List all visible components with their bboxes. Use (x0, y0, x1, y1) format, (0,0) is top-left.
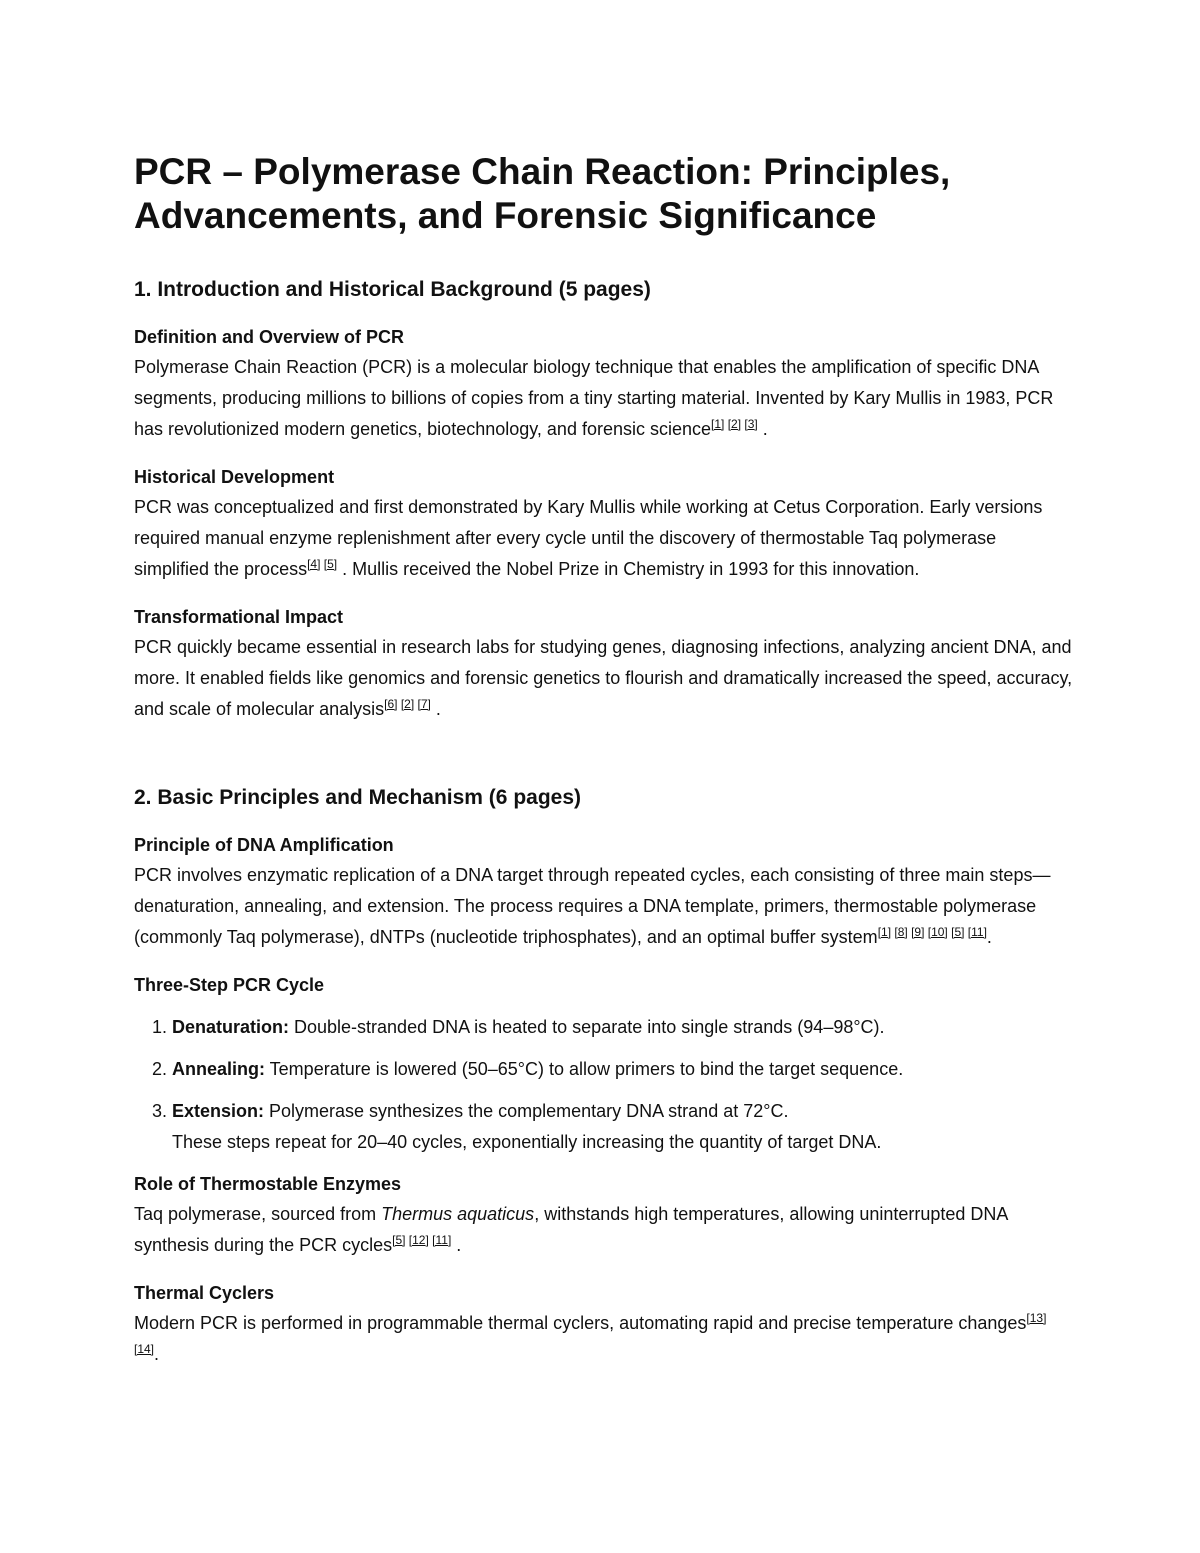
enzymes-paragraph (134, 1199, 1074, 1261)
citation-link[interactable]: [8] (894, 925, 908, 939)
cycle-heading: Three-Step PCR Cycle (134, 975, 325, 995)
cycle-note: These steps repeat for 20–40 cycles, exponentially increasing the quantity of target DNA. (172, 1132, 882, 1152)
section-1-heading: 1. Introduction and Historical Background (5 pages) (134, 278, 651, 301)
cyclers-heading: Thermal Cyclers (134, 1283, 275, 1303)
sentence-end: . (435, 699, 441, 719)
list-item (172, 1012, 1074, 1043)
enzymes-heading: Role of Thermostable Enzymes (134, 1174, 402, 1194)
sentence-end: . (986, 927, 992, 947)
citation-link[interactable]: [3] (744, 417, 758, 431)
step-text: Temperature is lowered (50–65°C) to allow primers to bind the target sequence. (265, 1059, 904, 1079)
citation-link[interactable]: [5] (951, 925, 965, 939)
section-2-heading: 2. Basic Principles and Mechanism (6 pages) (134, 786, 581, 809)
enzymes-text: Taq polymerase, sourced from (134, 1204, 382, 1224)
cyclers-text: Modern PCR is performed in programmable thermal cyclers, automating rapid and precise temperature changes (134, 1313, 1027, 1333)
citation-link[interactable]: [2] (400, 697, 415, 711)
impact-text: PCR quickly became essential in research labs for studying genes, diagnosing infections, analyzing ancient DNA, and more. It enabled fields like genomics and forensic genetics to flourish and dramatically increased the speed, accuracy, and scale of molecular analysis (134, 637, 1073, 719)
history-heading: Historical Development (134, 467, 335, 487)
citation-group (307, 557, 337, 571)
history-paragraph (134, 492, 1074, 585)
step-label: Annealing: (172, 1059, 265, 1079)
species-name: Thermus aquaticus (381, 1204, 535, 1224)
citation-link[interactable]: [9] (911, 925, 925, 939)
citation-link[interactable]: [1] (711, 417, 725, 431)
citation-link[interactable]: [13] (1026, 1311, 1047, 1325)
citation-link[interactable]: [1] (877, 925, 892, 939)
citation-group (384, 697, 431, 711)
page-title: PCR – Polymerase Chain Reaction: Principles, Advancements, and Forensic Significance (134, 151, 951, 236)
citation-link[interactable]: [11] (432, 1233, 452, 1247)
citation-link[interactable]: [11] (967, 925, 987, 939)
history-text: PCR was conceptualized and first demonstrated by Kary Mullis while working at Cetus Corporation. Early versions required manual enzyme replenishment after every cycle until the discovery of thermostable Taq polymerase simplified the process (134, 497, 1043, 579)
citation-link[interactable]: [4] (307, 557, 321, 571)
pcr-steps-list (134, 1012, 1074, 1158)
citation-link[interactable]: [10] (927, 925, 948, 939)
citation-link[interactable]: [6] (384, 697, 398, 711)
principle-text: PCR involves enzymatic replication of a DNA target through repeated cycles, each consisting of three main steps—denaturation, annealing, and extension. The process requires a DNA template, primers, thermostable polymerase (commonly Taq polymerase), dNTPs (nucleotide triphosphates), and an optimal buffer system (134, 865, 1051, 947)
principle-heading: Principle of DNA Amplification (134, 835, 394, 855)
principle-paragraph (134, 860, 1074, 953)
citation-link[interactable]: [12] (408, 1233, 429, 1247)
sentence-end: . (456, 1235, 462, 1255)
definition-paragraph (134, 352, 1074, 445)
citation-link[interactable]: [7] (417, 697, 431, 711)
step-label: Extension: (172, 1101, 265, 1121)
step-text: Double-stranded DNA is heated to separate into single strands (94–98°C). (289, 1017, 885, 1037)
impact-heading: Transformational Impact (134, 607, 344, 627)
sentence-end: . (762, 419, 768, 439)
definition-heading: Definition and Overview of PCR (134, 327, 405, 347)
citation-link[interactable]: [5] (323, 557, 338, 571)
definition-text: Polymerase Chain Reaction (PCR) is a molecular biology technique that enables the amplification of specific DNA segments, producing millions to billions of copies from a tiny starting material. Invented by Kary Mullis in 1983, PCR has revolutionized modern genetics, biotechnology, and forensic science (134, 357, 1054, 439)
step-label: Denaturation: (172, 1017, 289, 1037)
citation-link[interactable]: [2] (727, 417, 742, 431)
sentence-end: . (154, 1344, 160, 1364)
citation-link[interactable]: [5] (392, 1233, 406, 1247)
cyclers-paragraph (134, 1308, 1074, 1370)
enzymes-text-continued: , withstands high temperatures, allowing uninterrupted DNA synthesis during the PCR cycles (134, 1204, 1008, 1255)
citation-group (711, 417, 758, 431)
citation-group (878, 925, 987, 939)
citation-link[interactable]: [14] (134, 1342, 155, 1356)
section-spacer (134, 742, 1074, 784)
history-text-continued: . Mullis received the Nobel Prize in Chemistry in 1993 for this innovation. (342, 559, 920, 579)
impact-paragraph (134, 632, 1074, 725)
step-text: Polymerase synthesizes the complementary DNA strand at 72°C. (264, 1101, 789, 1121)
list-item (172, 1096, 1074, 1158)
list-item (172, 1054, 1074, 1085)
document-body (134, 150, 1074, 1387)
citation-group (392, 1233, 451, 1247)
